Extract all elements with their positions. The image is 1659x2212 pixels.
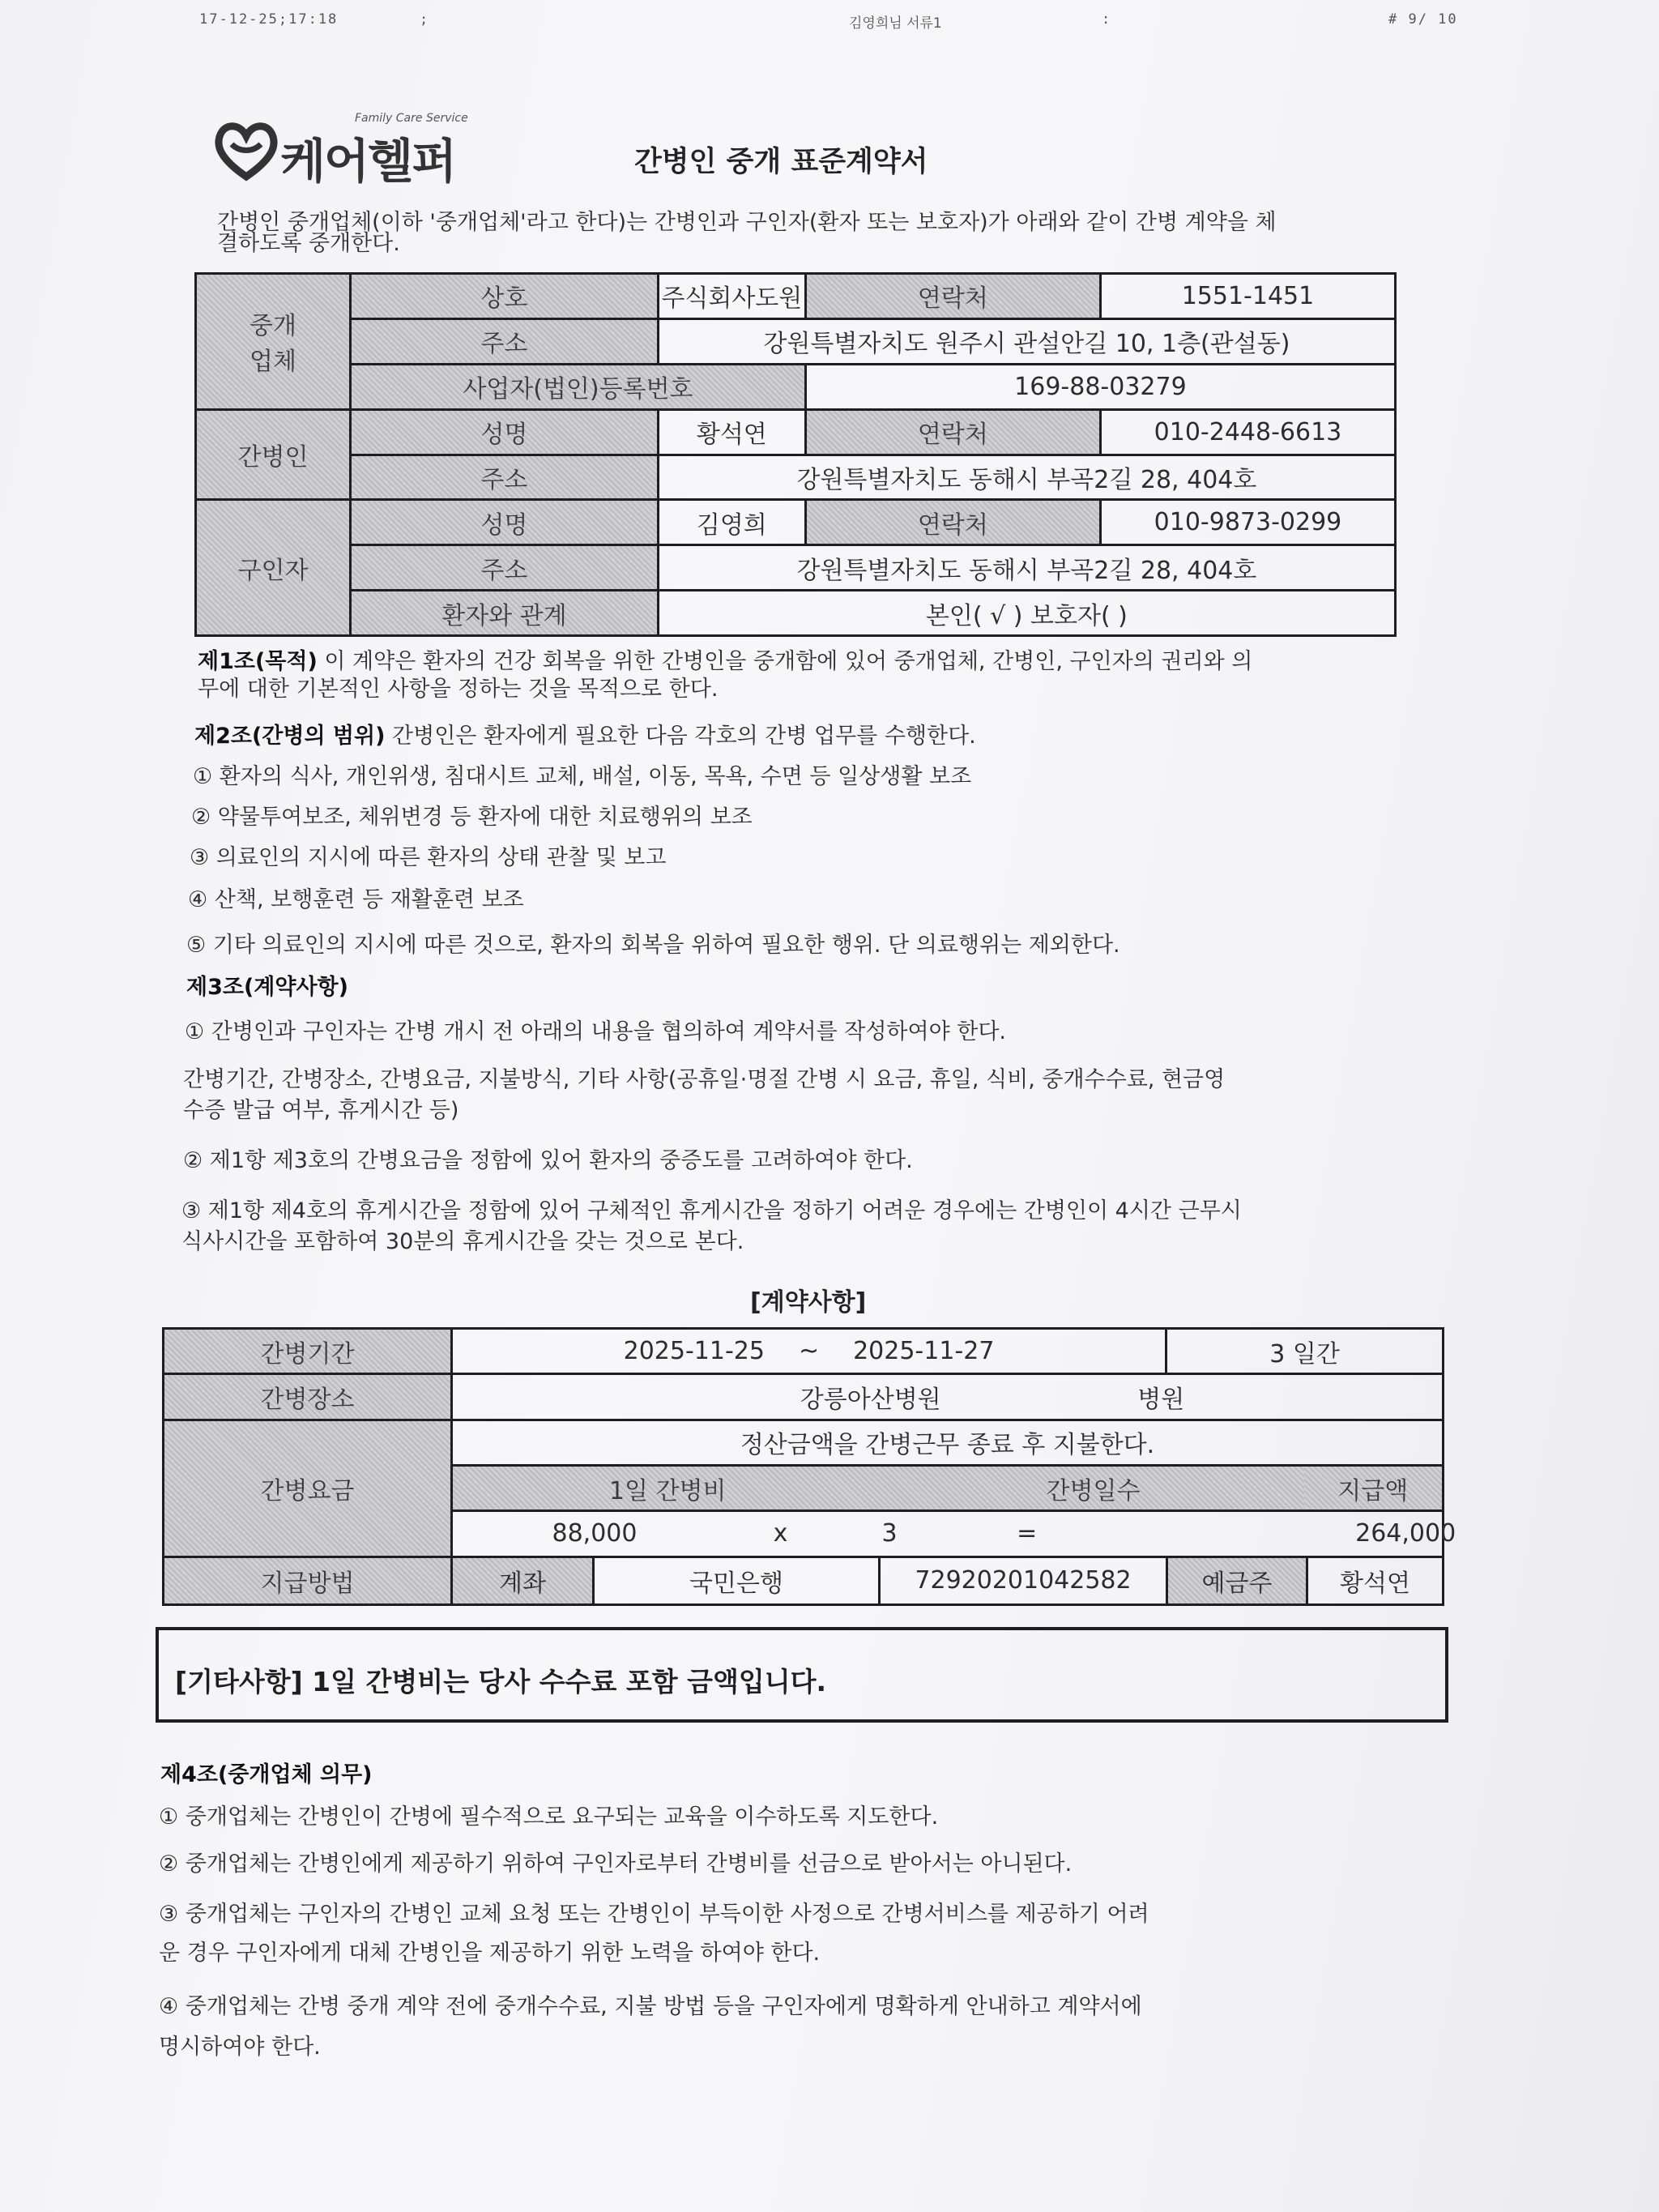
place-label: 간병장소 [164, 1374, 452, 1420]
caregiver-name: 황석연 [658, 409, 805, 455]
logo-wordmark: 케어헬퍼 [280, 134, 456, 189]
account-number: 72920201042582 [881, 1558, 1168, 1603]
article2-intro: 제2조(간병의 범위) 간병인은 환자에게 필요한 다음 각호의 간병 업무를 수행한다. [194, 724, 976, 749]
total-amount: 264,000 [1355, 1519, 1456, 1548]
contract-terms-title: [계약사항] [750, 1288, 867, 1317]
holder-name: 황석연 [1340, 1569, 1410, 1598]
total-label: 지급액 [1304, 1465, 1444, 1510]
place-cell [452, 1374, 1444, 1420]
article1-line-1: 제1조(목적) 이 계약은 환자의 건강 회복을 위한 간병인을 중개함에 있어 중개업체, 간병인, 구인자의 권리와 의 [198, 649, 1253, 674]
broker-label: 중개 업체 [196, 274, 351, 410]
client-contact: 010-9873-0299 [1100, 500, 1395, 545]
reg-no: 169-88-03279 [805, 364, 1395, 409]
article3-item-2: ② 제1항 제3호의 간병요금을 정함에 있어 환자의 중증도를 고려하여야 한다. [183, 1148, 913, 1173]
other-note-text: [기타사항] 1일 간병비는 당사 수수료 포함 금액입니다. [175, 1666, 827, 1697]
caregiver-address: 강원특별자치도 동해시 부곡2길 28, 404호 [658, 455, 1395, 500]
document-title: 간병인 중개 표준계약서 [634, 146, 928, 178]
article4-item-4-line-1: ④ 중개업체는 간병 중개 계약 전에 중개수수료, 지불 방법 등을 구인자에게 명확하게 안내하고 계약서에 [159, 1994, 1142, 2019]
daily-fee: 88,000 [552, 1519, 638, 1548]
article2-item-4: ④ 산책, 보행훈련 등 재활훈련 보조 [188, 887, 524, 912]
bank-name: 국민은행 [595, 1558, 881, 1603]
payment-cell [452, 1557, 1444, 1604]
article2-heading: 제2조(간병의 범위) [194, 724, 386, 749]
article2-item-5: ⑤ 기타 의료인의 지시에 따른 것으로, 환자의 회복을 위하여 필요한 행위. 단 의료행위는 제외한다. [186, 933, 1120, 958]
client-label: 구인자 [196, 500, 351, 636]
company-address-label: 주소 [351, 318, 659, 364]
article3-item-1: ① 간병인과 구인자는 간병 개시 전 아래의 내용을 협의하여 계약서를 작성하여야 한다. [185, 1019, 1006, 1044]
other-note-box [156, 1627, 1448, 1723]
logo-heart-icon [212, 117, 280, 185]
article4-item-3-line-1: ③ 중개업체는 구인자의 간병인 교체 요청 또는 간병인이 부득이한 사정으로 간병서비스를 제공하기 어려 [159, 1902, 1149, 1927]
payment-label: 지급방법 [164, 1557, 452, 1604]
article2-item-3: ③ 의료인의 지시에 따른 환자의 상태 관찰 및 보고 [190, 845, 667, 870]
daily-fee-label: 1일 간병비 [452, 1465, 883, 1510]
period-tilde: ~ [798, 1337, 820, 1366]
article4-item-3-line-2: 운 경우 구인자에게 대체 간병인을 제공하기 위한 노력을 하여야 한다. [159, 1941, 821, 1966]
period-label: 간병기간 [164, 1329, 452, 1374]
place-suffix: 병원 [1137, 1385, 1185, 1414]
client-name-label: 성명 [351, 500, 659, 545]
company-contact: 1551-1451 [1100, 274, 1395, 319]
period-end: 2025-11-27 [853, 1337, 995, 1366]
intro-line-1: 간병인 중개업체(이하 '중개업체'라고 한다)는 간병인과 구인자(환자 또는 보호자)가 아래와 같이 간병 계약을 체 [217, 210, 1277, 235]
client-address: 강원특별자치도 동해시 부곡2길 28, 404호 [658, 545, 1395, 591]
company-name: 주식회사도원 [658, 274, 805, 319]
company-logo [212, 112, 488, 189]
fee-calculation [452, 1511, 1456, 1557]
times-sign: x [773, 1519, 788, 1548]
period-range [452, 1329, 1166, 1374]
period-days: 3 일간 [1166, 1329, 1444, 1374]
article2-item-2: ② 약물투여보조, 체위변경 등 환자에 대한 치료행위의 보조 [191, 805, 753, 830]
relation-label: 환자와 관계 [351, 591, 659, 636]
reg-no-label: 사업자(법인)등록번호 [351, 364, 806, 409]
article3-item-3-line-1: ③ 제1항 제4호의 휴게시간을 정함에 있어 구체적인 휴게시간을 정하기 어려운 경우에는 간병인이 4시간 근무시 [181, 1198, 1242, 1223]
client-address-label: 주소 [351, 545, 659, 591]
article4-item-4-line-2: 명시하여야 한다. [159, 2035, 321, 2060]
article3-detail-1: 간병기간, 간병장소, 간병요금, 지불방식, 기타 사항(공휴일·명절 간병 시 요금, 휴일, 식비, 중개수수료, 현금영 [183, 1067, 1226, 1092]
fax-datetime: 17-12-25;17:18 [199, 11, 339, 28]
holder-label: 예금주 [1168, 1558, 1308, 1603]
logo-tagline: Family Care Service [355, 112, 468, 125]
company-contact-label: 연락처 [805, 274, 1100, 319]
caregiver-contact: 010-2448-6613 [1100, 409, 1395, 455]
intro-line-2: 결하도록 중개한다. [217, 231, 400, 256]
fax-separator: ; [420, 11, 430, 28]
article4-item-1: ① 중개업체는 간병인이 간병에 필수적으로 요구되는 교육을 이수하도록 지도한다. [159, 1804, 939, 1830]
days-label: 간병일수 [883, 1465, 1304, 1510]
article1-line-2: 무에 대한 기본적인 사항을 정하는 것을 목적으로 한다. [198, 677, 719, 702]
company-name-label: 상호 [351, 274, 659, 319]
caregiver-contact-label: 연락처 [805, 409, 1100, 455]
article4-heading: 제4조(중개업체 의무) [160, 1762, 373, 1787]
fax-colon: : [1102, 11, 1112, 28]
article3-detail-2: 수증 발급 여부, 휴게시간 등) [183, 1098, 459, 1123]
account-label: 계좌 [453, 1558, 595, 1603]
client-name: 김영희 [658, 500, 805, 545]
equals-sign: = [1017, 1519, 1038, 1548]
parties-table [194, 272, 1397, 637]
fee-label: 간병요금 [164, 1420, 452, 1557]
fax-sender: 김영희님 서류1 [849, 15, 942, 32]
article4-item-2: ② 중개업체는 간병인에게 제공하기 위하여 구인자로부터 간병비를 선금으로 받아서는 아니된다. [159, 1851, 1073, 1877]
relation-value: 본인( √ ) 보호자( ) [658, 591, 1395, 636]
contract-terms-table [162, 1327, 1456, 1606]
caregiver-label: 간병인 [196, 409, 351, 500]
article1-heading: 제1조(목적) [198, 649, 318, 674]
article2-item-1: ① 환자의 식사, 개인위생, 침대시트 교체, 배설, 이동, 목욕, 수면 등 일상생활 보조 [193, 764, 972, 789]
caregiver-address-label: 주소 [351, 455, 659, 500]
article3-heading: 제3조(계약사항) [186, 975, 348, 1000]
article3-item-3-line-2: 식사시간을 포함하여 30분의 휴게시간을 갖는 것으로 본다. [181, 1229, 744, 1254]
day-count: 3 [881, 1519, 898, 1548]
fee-note: 정산금액을 간병근무 종료 후 지불한다. [452, 1420, 1444, 1465]
fax-page: # 9/ 10 [1388, 11, 1458, 28]
period-start: 2025-11-25 [623, 1337, 765, 1366]
place-name: 강릉아산병원 [800, 1385, 941, 1414]
company-address: 강원특별자치도 원주시 관설안길 10, 1층(관설동) [658, 318, 1395, 364]
client-contact-label: 연락처 [805, 500, 1100, 545]
caregiver-name-label: 성명 [351, 409, 659, 455]
